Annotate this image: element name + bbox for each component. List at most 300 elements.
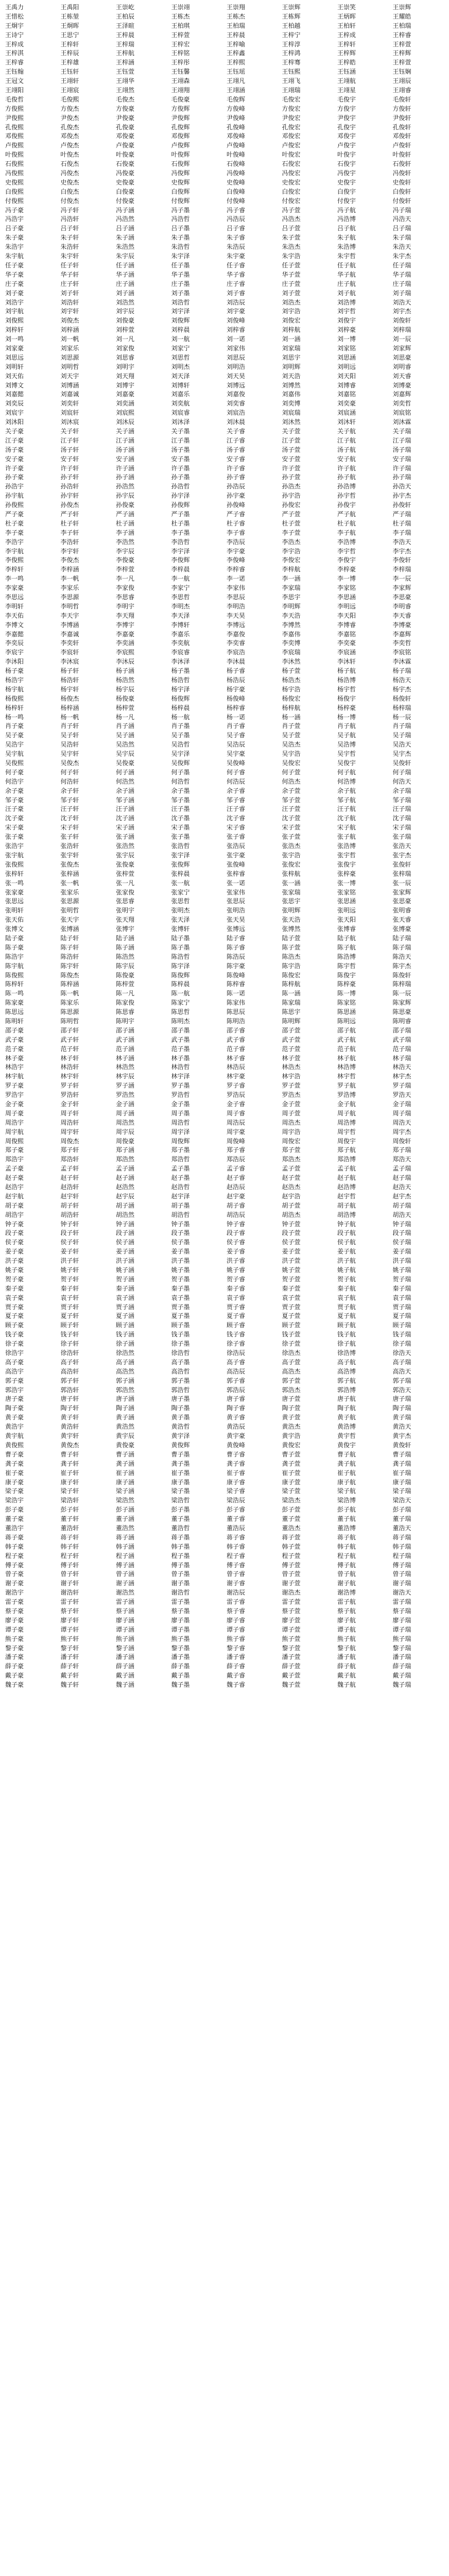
name-cell: 朱子涵 — [116, 234, 135, 242]
name-cell: 李俊宏 — [282, 556, 301, 564]
name-cell: 刘奕轩 — [60, 400, 79, 408]
name-cell: 李嘉豪 — [116, 630, 135, 638]
name-cell: 魏子睿 — [227, 1681, 246, 1689]
name-cell: 周子瑞 — [392, 1109, 411, 1117]
name-cell: 邓俊轩 — [392, 132, 411, 140]
name-cell: 刘天睿 — [392, 372, 411, 380]
name-cell: 谢浩哲 — [171, 1589, 190, 1597]
name-cell: 王崇辉 — [282, 4, 301, 11]
name-cell: 曾子瑞 — [392, 1570, 411, 1578]
name-cell: 陶子涵 — [116, 1404, 135, 1412]
name-cell: 李子航 — [337, 529, 356, 536]
name-cell: 彭子涵 — [116, 1506, 135, 1514]
name-cell: 段子墨 — [171, 1229, 190, 1237]
name-cell: 刘嘉俊 — [227, 391, 246, 398]
name-cell: 魏子墨 — [171, 1681, 190, 1689]
name-cell: 陈梓航 — [282, 980, 301, 988]
name-cell: 张俊峰 — [227, 860, 246, 868]
name-cell: 陈明轩 — [5, 1017, 24, 1025]
name-cell: 刘天佑 — [5, 372, 24, 380]
name-cell: 白俊宏 — [282, 188, 301, 195]
name-cell: 汪子航 — [337, 805, 356, 813]
name-cell: 蔡子墨 — [171, 1607, 190, 1615]
name-cell: 刘奕涵 — [116, 400, 135, 408]
name-cell: 范子萱 — [282, 1045, 301, 1053]
name-cell: 钱子轩 — [60, 1331, 79, 1338]
name-cell: 冯浩博 — [337, 215, 356, 223]
name-cell: 陈一凡 — [116, 990, 135, 997]
name-cell: 陈浩然 — [116, 953, 135, 960]
name-cell: 刘家伟 — [227, 344, 246, 352]
name-cell: 刘天昊 — [227, 372, 246, 380]
name-cell: 魏子豪 — [5, 1681, 24, 1689]
name-cell: 李奕哲 — [392, 639, 411, 647]
name-cell: 刘沐宸 — [60, 418, 79, 426]
name-cell: 彭子睿 — [227, 1506, 246, 1514]
name-cell: 徐子墨 — [171, 1340, 190, 1348]
name-cell: 李俊熙 — [5, 556, 24, 564]
name-cell: 江子睿 — [227, 436, 246, 444]
name-cell: 张子涵 — [116, 833, 135, 841]
name-cell: 陈思睿 — [116, 1008, 135, 1016]
name-cell: 薛子航 — [337, 1663, 356, 1670]
name-cell: 曾子豪 — [5, 1570, 24, 1578]
name-cell: 林子墨 — [171, 1054, 190, 1062]
name-cell: 张思豪 — [392, 897, 411, 905]
name-cell: 周俊宏 — [282, 1137, 301, 1145]
name-cell: 周宇轩 — [60, 1128, 79, 1136]
name-cell: 吕子轩 — [60, 225, 79, 232]
name-cell: 程子睿 — [227, 1552, 246, 1560]
name-cell: 高浩然 — [116, 1367, 135, 1375]
name-cell: 张子睿 — [227, 833, 246, 841]
name-cell: 杜子睿 — [227, 519, 246, 527]
name-cell: 陈浩轩 — [60, 953, 79, 960]
name-cell: 韩子轩 — [60, 1543, 79, 1550]
name-cell: 刘梓晨 — [171, 326, 190, 334]
name-cell: 邓俊杰 — [60, 132, 79, 140]
name-cell: 杨俊峰 — [227, 694, 246, 702]
name-cell: 石俊宏 — [282, 160, 301, 168]
name-cell: 张宇辰 — [116, 851, 135, 859]
name-cell: 王梓萱 — [171, 31, 190, 39]
name-cell: 刘明辉 — [282, 363, 301, 370]
name-cell: 夏子涵 — [116, 1312, 135, 1320]
name-cell: 王翊辰 — [392, 77, 411, 85]
name-cell: 杜子萱 — [282, 519, 301, 527]
name-cell: 李思睿 — [116, 594, 135, 601]
name-cell: 刘思辰 — [227, 353, 246, 361]
name-cell: 龚子瑞 — [392, 1460, 411, 1467]
name-cell: 张思涵 — [337, 897, 356, 905]
name-cell: 魏子轩 — [60, 1681, 79, 1689]
name-cell: 周浩然 — [116, 1118, 135, 1126]
name-cell: 薛子涵 — [116, 1663, 135, 1670]
name-cell: 康子瑞 — [392, 1478, 411, 1486]
name-cell: 吴俊辉 — [171, 759, 190, 767]
name-cell: 叶俊辉 — [171, 151, 190, 159]
name-cell: 郭浩宇 — [5, 1386, 24, 1394]
name-cell: 刘奕博 — [282, 400, 301, 408]
name-cell: 吴浩天 — [392, 741, 411, 749]
name-cell: 杨浩宇 — [5, 676, 24, 684]
name-cell: 张梓晨 — [171, 870, 190, 877]
name-cell: 梁子涵 — [116, 1487, 135, 1495]
name-cell: 崔子轩 — [60, 1469, 79, 1477]
name-cell: 李沐阳 — [5, 658, 24, 666]
name-cell: 林宇哲 — [337, 1073, 356, 1080]
name-cell: 黄子睿 — [227, 1414, 246, 1421]
name-cell: 刘宇辰 — [116, 308, 135, 315]
name-cell: 汤子豪 — [5, 446, 24, 453]
name-cell: 李奕博 — [282, 639, 301, 647]
name-cell: 刘沐然 — [282, 418, 301, 426]
name-cell: 陈子墨 — [171, 943, 190, 951]
name-cell: 孟子睿 — [227, 1165, 246, 1173]
name-cell: 汤子墨 — [171, 446, 190, 453]
name-cell: 张宇浩 — [282, 851, 301, 859]
name-cell: 邓俊宇 — [337, 132, 356, 140]
name-cell: 林浩天 — [392, 1063, 411, 1071]
name-cell: 王禹力 — [5, 4, 24, 11]
name-cell: 彭子航 — [337, 1506, 356, 1514]
name-cell: 杜子航 — [337, 519, 356, 527]
name-cell: 林子瑞 — [392, 1054, 411, 1062]
name-cell: 董子墨 — [171, 1515, 190, 1523]
name-cell: 沈子轩 — [60, 815, 79, 822]
name-cell: 方俊宇 — [337, 105, 356, 112]
name-cell: 吕子睿 — [227, 225, 246, 232]
name-cell: 张思远 — [5, 897, 24, 905]
name-cell: 郑子豪 — [5, 1146, 24, 1154]
name-cell: 吴宇航 — [5, 750, 24, 758]
name-cell: 冯子萱 — [282, 206, 301, 214]
name-cell: 刘宸宇 — [5, 409, 24, 417]
name-cell: 张俊豪 — [116, 860, 135, 868]
name-cell: 何浩宇 — [5, 777, 24, 785]
name-cell: 杜子墨 — [171, 519, 190, 527]
name-cell: 严子睿 — [227, 510, 246, 518]
name-cell: 李博文 — [5, 621, 24, 629]
name-cell: 秦子睿 — [227, 1284, 246, 1292]
name-cell: 李一帆 — [60, 575, 79, 583]
name-cell: 白俊峰 — [227, 188, 246, 195]
name-cell: 梁子轩 — [60, 1487, 79, 1495]
name-cell: 顾子瑞 — [392, 1321, 411, 1329]
name-cell: 秦子航 — [337, 1284, 356, 1292]
name-cell: 陈俊豪 — [116, 971, 135, 979]
name-cell: 李家乐 — [60, 584, 79, 592]
name-cell: 林宇浩 — [282, 1073, 301, 1080]
name-cell: 关子轩 — [60, 427, 79, 435]
name-cell: 林子豪 — [5, 1054, 24, 1062]
name-cell: 黄俊宇 — [337, 1441, 356, 1449]
name-cell: 周俊杰 — [60, 1137, 79, 1145]
name-cell: 金子涵 — [116, 1100, 135, 1108]
name-cell: 王梓鑫 — [227, 49, 246, 57]
name-cell: 刘宸铭 — [392, 409, 411, 417]
name-cell: 傅子涵 — [116, 1561, 135, 1569]
name-cell: 王翊瑞 — [282, 87, 301, 94]
name-cell: 郭子豪 — [5, 1377, 24, 1384]
name-cell: 武子萱 — [282, 1036, 301, 1043]
name-cell: 李宸浩 — [227, 649, 246, 656]
name-cell: 李博宇 — [116, 621, 135, 629]
name-cell: 肖子轩 — [60, 722, 79, 730]
name-cell: 何子轩 — [60, 768, 79, 776]
name-cell: 刘宸轩 — [60, 409, 79, 417]
name-cell: 李宇泽 — [171, 547, 190, 555]
name-cell: 徐浩哲 — [171, 1349, 190, 1357]
name-cell: 李嘉辉 — [392, 630, 411, 638]
name-cell: 孙浩天 — [392, 483, 411, 490]
name-cell: 陈一辰 — [392, 990, 411, 997]
name-cell: 刘一涵 — [282, 335, 301, 343]
name-cell: 孙宇浩 — [282, 492, 301, 500]
name-cell: 蔡子航 — [337, 1607, 356, 1615]
name-cell: 罗浩天 — [392, 1091, 411, 1099]
name-cell: 李沐霖 — [392, 658, 411, 666]
name-cell: 薛子墨 — [171, 1663, 190, 1670]
name-cell: 徐子涵 — [116, 1340, 135, 1348]
name-cell: 李奕睿 — [227, 639, 246, 647]
name-cell: 杨一鸣 — [5, 713, 24, 721]
name-cell: 范子豪 — [5, 1045, 24, 1053]
name-cell: 陈俊峰 — [227, 971, 246, 979]
name-cell: 张家豪 — [5, 888, 24, 896]
name-cell: 刘博豪 — [392, 381, 411, 389]
name-cell: 崔子睿 — [227, 1469, 246, 1477]
name-cell: 蔡子豪 — [5, 1607, 24, 1615]
name-cell: 安子萱 — [282, 455, 301, 463]
name-cell: 傅子轩 — [60, 1561, 79, 1569]
name-cell: 华子睿 — [227, 270, 246, 278]
name-cell: 王梓晨 — [227, 31, 246, 39]
name-cell: 刘梓涵 — [60, 326, 79, 334]
name-cell: 范子睿 — [227, 1045, 246, 1053]
name-cell: 刘子瑞 — [392, 289, 411, 297]
name-cell: 严子墨 — [171, 510, 190, 518]
name-cell: 陈浩哲 — [171, 953, 190, 960]
name-cell: 刘明睿 — [392, 363, 411, 370]
name-cell: 陆子睿 — [227, 934, 246, 942]
name-cell: 邹子航 — [337, 796, 356, 804]
name-cell: 刘嘉诚 — [60, 391, 79, 398]
name-cell: 董子豪 — [5, 1515, 24, 1523]
name-cell: 刘博睿 — [337, 381, 356, 389]
name-cell: 郭子涵 — [116, 1377, 135, 1384]
name-cell: 王炯晖 — [60, 22, 79, 29]
name-cell: 李宇豪 — [227, 547, 246, 555]
name-cell: 张俊宇 — [337, 860, 356, 868]
name-cell: 陈子瑞 — [392, 943, 411, 951]
name-cell: 黄浩宇 — [5, 1423, 24, 1431]
name-cell: 许子轩 — [60, 464, 79, 472]
name-cell: 潘子睿 — [227, 1653, 246, 1661]
name-cell: 汤子航 — [337, 446, 356, 453]
name-cell: 朱浩然 — [116, 243, 135, 251]
name-cell: 孙浩轩 — [60, 483, 79, 490]
name-cell: 秦子萱 — [282, 1284, 301, 1292]
name-cell: 江子瑞 — [392, 436, 411, 444]
name-cell: 李明睿 — [392, 602, 411, 610]
name-cell: 贺子萱 — [282, 1275, 301, 1283]
name-cell: 余子睿 — [227, 787, 246, 794]
name-cell: 罗子涵 — [116, 1082, 135, 1090]
name-cell: 周俊熙 — [5, 1137, 24, 1145]
name-cell: 黎子萱 — [282, 1644, 301, 1652]
name-cell: 潘子瑞 — [392, 1653, 411, 1661]
name-cell: 李梓豪 — [337, 566, 356, 573]
name-cell: 罗浩辰 — [227, 1091, 246, 1099]
name-cell: 吴浩宇 — [5, 741, 24, 749]
name-cell: 张子瑞 — [392, 833, 411, 841]
name-cell: 张博远 — [227, 925, 246, 933]
name-cell: 张浩杰 — [282, 842, 301, 850]
name-cell: 陈明宇 — [116, 1017, 135, 1025]
name-cell: 许子豪 — [5, 464, 24, 472]
name-cell: 陶子墨 — [171, 1404, 190, 1412]
name-cell: 曾子涵 — [116, 1570, 135, 1578]
name-cell: 杨浩辰 — [227, 676, 246, 684]
name-cell: 卢俊豪 — [116, 142, 135, 149]
name-cell: 郭子睿 — [227, 1377, 246, 1384]
name-cell: 谢浩然 — [116, 1589, 135, 1597]
name-cell: 谢浩杰 — [282, 1589, 301, 1597]
name-cell: 廖子瑞 — [392, 1616, 411, 1624]
name-cell: 王柏瑞 — [227, 22, 246, 29]
name-cell: 吴俊熙 — [5, 759, 24, 767]
name-cell: 梁浩哲 — [171, 1497, 190, 1504]
name-cell: 孟子涵 — [116, 1165, 135, 1173]
name-cell: 黄子轩 — [60, 1414, 79, 1421]
name-cell: 王思宁 — [60, 31, 79, 39]
name-cell: 尹俊辉 — [171, 114, 190, 122]
name-cell: 华子萱 — [282, 270, 301, 278]
name-cell: 邹子轩 — [60, 796, 79, 804]
name-cell: 段子豪 — [5, 1229, 24, 1237]
name-cell: 张俊宏 — [282, 860, 301, 868]
name-cell: 李家辉 — [392, 584, 411, 592]
name-cell: 刘一鸣 — [5, 335, 24, 343]
name-cell: 赵宇辰 — [116, 1192, 135, 1200]
name-cell: 侯子睿 — [227, 1239, 246, 1246]
name-cell: 宋子睿 — [227, 824, 246, 832]
name-cell: 董浩哲 — [171, 1524, 190, 1532]
name-cell: 李天阳 — [337, 612, 356, 619]
name-cell: 胡子豪 — [5, 1201, 24, 1209]
name-cell: 方俊宏 — [282, 105, 301, 112]
name-cell: 李天泽 — [171, 612, 190, 619]
name-cell: 史俊峰 — [227, 178, 246, 186]
name-cell: 史俊宇 — [337, 178, 356, 186]
name-cell: 孟子轩 — [60, 1165, 79, 1173]
name-cell: 洪子豪 — [5, 1257, 24, 1265]
name-cell: 周子轩 — [60, 1109, 79, 1117]
name-cell: 范子涵 — [116, 1045, 135, 1053]
name-cell: 陈梓晨 — [171, 980, 190, 988]
name-cell: 方俊轩 — [392, 105, 411, 112]
name-cell: 王梓轩 — [337, 40, 356, 48]
name-cell: 史俊熙 — [5, 178, 24, 186]
name-cell: 陈俊辉 — [171, 971, 190, 979]
name-cell: 高子睿 — [227, 1358, 246, 1366]
name-cell: 谢子萱 — [282, 1580, 301, 1587]
name-cell: 陈一涵 — [282, 990, 301, 997]
name-cell: 严子豪 — [5, 510, 24, 518]
name-cell: 黄俊辉 — [171, 1441, 190, 1449]
name-cell: 蒋子睿 — [227, 1533, 246, 1541]
name-cell: 赵宇杰 — [392, 1192, 411, 1200]
name-cell: 唐子轩 — [60, 1395, 79, 1403]
name-cell: 陈浩博 — [337, 953, 356, 960]
name-cell: 肖子萱 — [282, 722, 301, 730]
name-cell: 陈宇豪 — [227, 962, 246, 970]
name-cell: 孙浩辰 — [227, 483, 246, 490]
name-cell: 孙俊峰 — [227, 501, 246, 509]
name-cell: 陈梓轩 — [5, 980, 24, 988]
name-cell: 付俊熙 — [5, 197, 24, 205]
name-cell: 关子豪 — [5, 427, 24, 435]
name-cell: 吴子瑞 — [392, 732, 411, 739]
name-cell: 张思哲 — [171, 897, 190, 905]
name-cell: 李宸熙 — [116, 649, 135, 656]
name-cell: 韩子瑞 — [392, 1543, 411, 1550]
name-cell: 吴宇哲 — [337, 750, 356, 758]
name-cell: 廖子豪 — [5, 1616, 24, 1624]
name-cell: 黄浩博 — [337, 1423, 356, 1431]
name-cell: 卢俊宇 — [337, 142, 356, 149]
name-cell: 姜子豪 — [5, 1248, 24, 1256]
name-cell: 赵宇哲 — [337, 1192, 356, 1200]
name-cell: 刘梓豪 — [337, 326, 356, 334]
name-cell: 毛俊轩 — [392, 95, 411, 103]
name-cell: 张子航 — [337, 833, 356, 841]
name-cell: 毛俊豪 — [171, 95, 190, 103]
name-cell: 陶子睿 — [227, 1404, 246, 1412]
name-cell: 何浩博 — [337, 777, 356, 785]
name-cell: 刘浩宇 — [5, 298, 24, 306]
name-cell: 王翊然 — [116, 87, 135, 94]
name-cell: 刘天宇 — [60, 372, 79, 380]
name-cell: 刘明浩 — [227, 363, 246, 370]
name-cell: 黄宇泽 — [171, 1432, 190, 1440]
name-cell: 杨一凡 — [116, 713, 135, 721]
name-cell: 梁浩辰 — [227, 1497, 246, 1504]
name-cell: 刘奕航 — [171, 400, 190, 408]
name-cell: 周宇浩 — [282, 1128, 301, 1136]
name-cell: 许子航 — [337, 464, 356, 472]
name-cell: 钟子轩 — [60, 1220, 79, 1228]
name-cell: 侯子涵 — [116, 1239, 135, 1246]
name-cell: 郭浩然 — [116, 1386, 135, 1394]
name-cell: 吕子瑞 — [392, 225, 411, 232]
name-cell: 周宇泽 — [171, 1128, 190, 1136]
name-cell: 张俊熙 — [5, 860, 24, 868]
name-cell: 汪子涵 — [116, 805, 135, 813]
name-cell: 王柏辰 — [116, 12, 135, 20]
name-cell: 邓俊熙 — [5, 132, 24, 140]
name-cell: 杨梓睿 — [227, 704, 246, 711]
name-cell: 曾子睿 — [227, 1570, 246, 1578]
name-cell: 任子涵 — [116, 261, 135, 269]
name-cell: 董浩天 — [392, 1524, 411, 1532]
name-cell: 李嘉懿 — [5, 630, 24, 638]
name-cell: 罗子豪 — [5, 1082, 24, 1090]
name-cell: 黄浩辰 — [227, 1423, 246, 1431]
name-cell: 杨俊宇 — [337, 694, 356, 702]
name-cell: 谢浩辰 — [227, 1589, 246, 1597]
